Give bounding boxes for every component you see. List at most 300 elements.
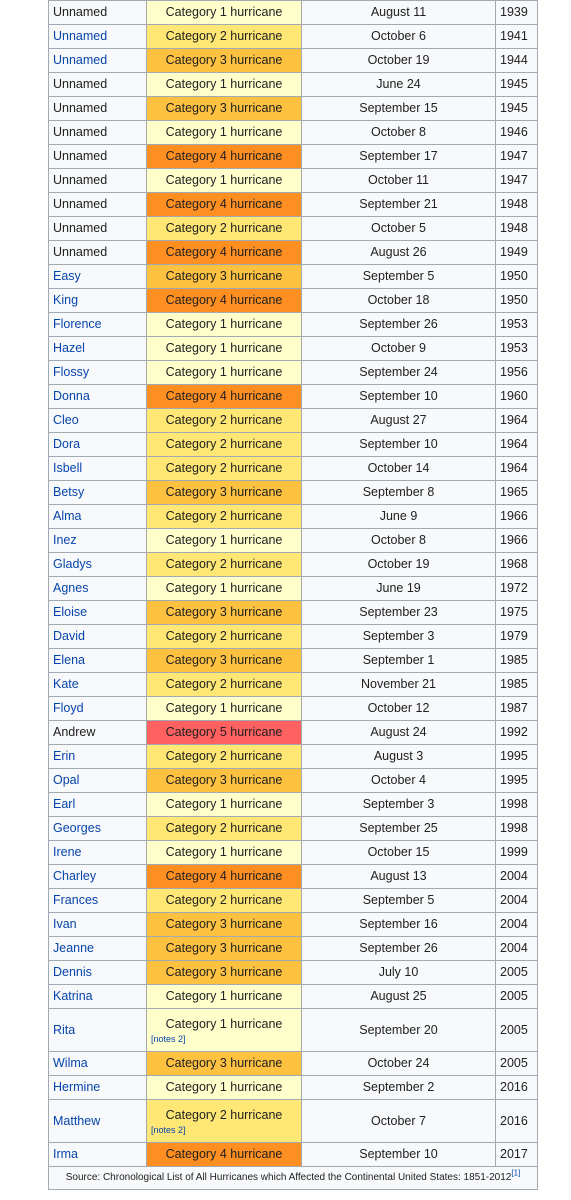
storm-name-cell bbox=[49, 721, 147, 745]
source-row bbox=[49, 1167, 538, 1190]
table-row bbox=[49, 73, 538, 97]
category-cell bbox=[147, 361, 302, 385]
storm-name-cell bbox=[49, 73, 147, 97]
year-cell: 1995 bbox=[496, 745, 538, 769]
table-row bbox=[49, 241, 538, 265]
landfall-date-cell: September 23 bbox=[302, 601, 496, 625]
storm-name-cell bbox=[49, 337, 147, 361]
storm-name-link[interactable]: Florence bbox=[53, 317, 102, 331]
category-cell bbox=[147, 577, 302, 601]
category-cell bbox=[147, 457, 302, 481]
storm-name-cell bbox=[49, 145, 147, 169]
category-cell bbox=[147, 913, 302, 937]
storm-name-text: Unnamed bbox=[53, 173, 108, 187]
storm-name-cell bbox=[49, 265, 147, 289]
storm-name-link[interactable]: Jeanne bbox=[53, 941, 95, 955]
table-row bbox=[49, 145, 538, 169]
landfall-date-cell: September 3 bbox=[302, 793, 496, 817]
landfall-date-cell: October 6 bbox=[302, 25, 496, 49]
storm-name-cell bbox=[49, 385, 147, 409]
category-cell bbox=[147, 385, 302, 409]
category-label: Category 1 hurricane bbox=[165, 173, 283, 187]
landfall-date-cell: August 3 bbox=[302, 745, 496, 769]
table-row bbox=[49, 97, 538, 121]
storm-name-cell bbox=[49, 745, 147, 769]
year-cell: 1947 bbox=[496, 145, 538, 169]
category-label: Category 1 hurricane bbox=[165, 317, 283, 331]
category-label: Category 1 hurricane bbox=[165, 581, 283, 595]
category-cell bbox=[147, 889, 302, 913]
storm-name-cell bbox=[49, 937, 147, 961]
year-cell: 1950 bbox=[496, 265, 538, 289]
landfall-date-cell: November 21 bbox=[302, 673, 496, 697]
category-label: Category 2 hurricane bbox=[165, 893, 283, 907]
table-row bbox=[49, 1052, 538, 1076]
category-cell bbox=[147, 289, 302, 313]
storm-name-link[interactable]: Donna bbox=[53, 389, 90, 403]
storm-name-cell bbox=[49, 985, 147, 1009]
category-cell bbox=[147, 649, 302, 673]
category-label: Category 3 hurricane bbox=[165, 941, 283, 955]
landfall-date-cell: October 24 bbox=[302, 1052, 496, 1076]
storm-name-link[interactable]: Katrina bbox=[53, 989, 93, 1003]
storm-name-link[interactable]: King bbox=[53, 293, 79, 307]
storm-name-cell bbox=[49, 361, 147, 385]
landfall-date-cell: August 11 bbox=[302, 1, 496, 25]
storm-name-link[interactable]: Gladys bbox=[53, 557, 92, 571]
landfall-date-cell: July 10 bbox=[302, 961, 496, 985]
category-cell bbox=[147, 961, 302, 985]
table-row bbox=[49, 841, 538, 865]
storm-name-cell bbox=[49, 49, 147, 73]
hurricane-table bbox=[48, 0, 538, 1190]
storm-name-link[interactable]: Matthew bbox=[53, 1114, 101, 1128]
table-row bbox=[49, 1100, 538, 1143]
storm-name-link[interactable]: Eloise bbox=[53, 605, 88, 619]
table-row bbox=[49, 817, 538, 841]
category-label: Category 2 hurricane bbox=[165, 437, 283, 451]
category-label: Category 3 hurricane bbox=[165, 653, 283, 667]
landfall-date-cell: September 10 bbox=[302, 385, 496, 409]
storm-name-cell bbox=[49, 1143, 147, 1167]
storm-name-cell bbox=[49, 913, 147, 937]
year-cell: 1964 bbox=[496, 457, 538, 481]
storm-name-link[interactable]: Inez bbox=[53, 533, 77, 547]
table-row bbox=[49, 649, 538, 673]
table-row bbox=[49, 169, 538, 193]
year-cell: 2016 bbox=[496, 1100, 538, 1143]
table-row bbox=[49, 577, 538, 601]
table-row bbox=[49, 697, 538, 721]
storm-name-cell bbox=[49, 481, 147, 505]
category-label: Category 2 hurricane bbox=[165, 677, 283, 691]
category-label: Category 3 hurricane bbox=[165, 773, 283, 787]
category-label: Category 3 hurricane bbox=[165, 485, 283, 499]
storm-name-link[interactable]: Kate bbox=[53, 677, 79, 691]
category-cell bbox=[147, 937, 302, 961]
table-row bbox=[49, 337, 538, 361]
year-cell: 2005 bbox=[496, 1052, 538, 1076]
category-cell bbox=[147, 313, 302, 337]
category-label: Category 5 hurricane bbox=[165, 725, 283, 739]
table-row bbox=[49, 25, 538, 49]
category-cell bbox=[147, 73, 302, 97]
category-label: Category 1 hurricane bbox=[165, 5, 283, 19]
landfall-date-cell: September 24 bbox=[302, 361, 496, 385]
category-label: Category 2 hurricane bbox=[165, 221, 283, 235]
storm-name-cell bbox=[49, 241, 147, 265]
table-row bbox=[49, 313, 538, 337]
storm-name-link[interactable]: Dora bbox=[53, 437, 81, 451]
storm-name-link[interactable]: Dennis bbox=[53, 965, 92, 979]
landfall-date-cell: October 19 bbox=[302, 49, 496, 73]
category-label: Category 2 hurricane bbox=[165, 821, 283, 835]
year-cell: 1947 bbox=[496, 169, 538, 193]
storm-name-cell bbox=[49, 1009, 147, 1052]
year-cell: 1945 bbox=[496, 97, 538, 121]
landfall-date-cell: September 26 bbox=[302, 313, 496, 337]
landfall-date-cell: October 12 bbox=[302, 697, 496, 721]
storm-name-link[interactable]: Floyd bbox=[53, 701, 84, 715]
source-cell bbox=[49, 1167, 538, 1190]
year-cell: 1953 bbox=[496, 313, 538, 337]
storm-name-cell bbox=[49, 193, 147, 217]
category-label: Category 1 hurricane bbox=[165, 797, 283, 811]
category-cell bbox=[147, 121, 302, 145]
table-row bbox=[49, 769, 538, 793]
category-label: Category 3 hurricane bbox=[165, 1056, 283, 1070]
category-cell bbox=[147, 553, 302, 577]
storm-name-cell bbox=[49, 1076, 147, 1100]
storm-name-text: Unnamed bbox=[53, 149, 108, 163]
storm-name-cell bbox=[49, 1052, 147, 1076]
footnote-link[interactable]: [notes 2] bbox=[151, 1033, 186, 1044]
landfall-date-cell: September 16 bbox=[302, 913, 496, 937]
year-cell: 1999 bbox=[496, 841, 538, 865]
storm-name-cell bbox=[49, 865, 147, 889]
storm-name-cell bbox=[49, 577, 147, 601]
landfall-date-cell: October 8 bbox=[302, 121, 496, 145]
category-label: Category 4 hurricane bbox=[165, 197, 283, 211]
category-label: Category 3 hurricane bbox=[165, 917, 283, 931]
storm-name-link[interactable]: Georges bbox=[53, 821, 101, 835]
table-row bbox=[49, 193, 538, 217]
table-row bbox=[49, 865, 538, 889]
table-row bbox=[49, 289, 538, 313]
category-cell bbox=[147, 1009, 302, 1052]
landfall-date-cell: September 21 bbox=[302, 193, 496, 217]
table-row bbox=[49, 793, 538, 817]
category-cell bbox=[147, 49, 302, 73]
year-cell: 2016 bbox=[496, 1076, 538, 1100]
year-cell: 1960 bbox=[496, 385, 538, 409]
category-label: Category 2 hurricane bbox=[165, 461, 283, 475]
storm-name-cell bbox=[49, 121, 147, 145]
landfall-date-cell: October 11 bbox=[302, 169, 496, 193]
category-cell bbox=[147, 265, 302, 289]
category-label: Category 2 hurricane bbox=[165, 413, 283, 427]
year-cell: 1966 bbox=[496, 505, 538, 529]
storm-name-link[interactable]: Hazel bbox=[53, 341, 85, 355]
storm-name-cell bbox=[49, 601, 147, 625]
table-row bbox=[49, 601, 538, 625]
landfall-date-cell: October 5 bbox=[302, 217, 496, 241]
table-row bbox=[49, 745, 538, 769]
year-cell: 1946 bbox=[496, 121, 538, 145]
category-cell bbox=[147, 841, 302, 865]
storm-name-cell bbox=[49, 841, 147, 865]
category-label: Category 1 hurricane bbox=[165, 77, 283, 91]
category-cell bbox=[147, 769, 302, 793]
year-cell: 1939 bbox=[496, 1, 538, 25]
storm-name-cell bbox=[49, 505, 147, 529]
category-cell bbox=[147, 865, 302, 889]
storm-name-cell bbox=[49, 1100, 147, 1143]
table-row bbox=[49, 457, 538, 481]
year-cell: 2005 bbox=[496, 985, 538, 1009]
landfall-date-cell: October 18 bbox=[302, 289, 496, 313]
landfall-date-cell: September 5 bbox=[302, 889, 496, 913]
storm-name-link[interactable]: Earl bbox=[53, 797, 76, 811]
storm-name-cell bbox=[49, 889, 147, 913]
category-cell bbox=[147, 505, 302, 529]
year-cell: 1966 bbox=[496, 529, 538, 553]
year-cell: 1953 bbox=[496, 337, 538, 361]
storm-name-link[interactable]: Flossy bbox=[53, 365, 90, 379]
table-row bbox=[49, 385, 538, 409]
storm-name-link[interactable]: Frances bbox=[53, 893, 99, 907]
category-cell bbox=[147, 529, 302, 553]
table-row bbox=[49, 673, 538, 697]
table-row bbox=[49, 1, 538, 25]
table-row bbox=[49, 361, 538, 385]
category-label: Category 1 hurricane bbox=[165, 365, 283, 379]
category-label: Category 2 hurricane bbox=[165, 1107, 283, 1122]
year-cell: 2004 bbox=[496, 865, 538, 889]
table-row bbox=[49, 913, 538, 937]
year-cell: 1965 bbox=[496, 481, 538, 505]
category-cell bbox=[147, 97, 302, 121]
landfall-date-cell: September 5 bbox=[302, 265, 496, 289]
category-cell bbox=[147, 217, 302, 241]
storm-name-cell bbox=[49, 553, 147, 577]
hurricane-table-container bbox=[48, 0, 538, 1190]
storm-name-cell bbox=[49, 793, 147, 817]
footnote-link[interactable]: [notes 2] bbox=[151, 1124, 186, 1135]
storm-name-link[interactable]: Cleo bbox=[53, 413, 79, 427]
category-label: Category 1 hurricane bbox=[165, 125, 283, 139]
storm-name-link[interactable]: Wilma bbox=[53, 1056, 88, 1070]
year-cell: 1998 bbox=[496, 817, 538, 841]
year-cell: 1972 bbox=[496, 577, 538, 601]
landfall-date-cell: October 8 bbox=[302, 529, 496, 553]
storm-name-link[interactable]: Elena bbox=[53, 653, 85, 667]
year-cell: 1992 bbox=[496, 721, 538, 745]
storm-name-cell bbox=[49, 217, 147, 241]
year-cell: 1987 bbox=[496, 697, 538, 721]
landfall-date-cell: September 8 bbox=[302, 481, 496, 505]
storm-name-link[interactable]: Isbell bbox=[53, 461, 83, 475]
category-label: Category 4 hurricane bbox=[165, 245, 283, 259]
landfall-date-cell: September 15 bbox=[302, 97, 496, 121]
category-cell bbox=[147, 145, 302, 169]
storm-name-text: Unnamed bbox=[53, 125, 108, 139]
category-label: Category 3 hurricane bbox=[165, 605, 283, 619]
storm-name-link[interactable]: Unnamed bbox=[53, 53, 108, 67]
storm-name-text: Unnamed bbox=[53, 77, 108, 91]
storm-name-text: Unnamed bbox=[53, 245, 108, 259]
category-label: Category 4 hurricane bbox=[165, 1147, 283, 1161]
source-text: Source: Chronological List of All Hurricanes which Affected the Continental United States: 1851-2012 bbox=[65, 1172, 512, 1183]
category-label: Category 2 hurricane bbox=[165, 29, 283, 43]
year-cell: 2005 bbox=[496, 1009, 538, 1052]
landfall-date-cell: June 24 bbox=[302, 73, 496, 97]
storm-name-cell bbox=[49, 25, 147, 49]
storm-name-cell bbox=[49, 409, 147, 433]
landfall-date-cell: September 3 bbox=[302, 625, 496, 649]
category-cell bbox=[147, 409, 302, 433]
table-row bbox=[49, 409, 538, 433]
landfall-date-cell: September 20 bbox=[302, 1009, 496, 1052]
landfall-date-cell: August 24 bbox=[302, 721, 496, 745]
table-row bbox=[49, 1009, 538, 1052]
category-label: Category 1 hurricane bbox=[165, 989, 283, 1003]
category-cell bbox=[147, 745, 302, 769]
category-label: Category 2 hurricane bbox=[165, 749, 283, 763]
year-cell: 1975 bbox=[496, 601, 538, 625]
category-cell bbox=[147, 817, 302, 841]
storm-name-text: Unnamed bbox=[53, 101, 108, 115]
category-label: Category 3 hurricane bbox=[165, 269, 283, 283]
category-label: Category 1 hurricane bbox=[165, 1080, 283, 1094]
year-cell: 1968 bbox=[496, 553, 538, 577]
category-label: Category 1 hurricane bbox=[165, 845, 283, 859]
table-row bbox=[49, 265, 538, 289]
storm-name-link[interactable]: Alma bbox=[53, 509, 82, 523]
storm-name-link[interactable]: Betsy bbox=[53, 485, 85, 499]
landfall-date-cell: September 10 bbox=[302, 1143, 496, 1167]
category-cell bbox=[147, 1076, 302, 1100]
table-row bbox=[49, 985, 538, 1009]
landfall-date-cell: September 17 bbox=[302, 145, 496, 169]
category-label: Category 1 hurricane bbox=[165, 701, 283, 715]
category-cell bbox=[147, 1143, 302, 1167]
storm-name-link[interactable]: Unnamed bbox=[53, 29, 108, 43]
table-row bbox=[49, 433, 538, 457]
table-row bbox=[49, 1143, 538, 1167]
storm-name-link[interactable]: Opal bbox=[53, 773, 80, 787]
storm-name-link[interactable]: Agnes bbox=[53, 581, 89, 595]
category-cell bbox=[147, 673, 302, 697]
table-row bbox=[49, 937, 538, 961]
storm-name-text: Unnamed bbox=[53, 221, 108, 235]
table-row bbox=[49, 961, 538, 985]
year-cell: 2004 bbox=[496, 937, 538, 961]
category-label: Category 2 hurricane bbox=[165, 629, 283, 643]
year-cell: 1985 bbox=[496, 673, 538, 697]
storm-name-cell bbox=[49, 169, 147, 193]
table-row bbox=[49, 529, 538, 553]
year-cell: 1985 bbox=[496, 649, 538, 673]
table-row bbox=[49, 721, 538, 745]
landfall-date-cell: September 2 bbox=[302, 1076, 496, 1100]
storm-name-link[interactable]: Easy bbox=[53, 269, 81, 283]
storm-name-cell bbox=[49, 697, 147, 721]
year-cell: 1941 bbox=[496, 25, 538, 49]
category-label: Category 3 hurricane bbox=[165, 53, 283, 67]
table-row bbox=[49, 481, 538, 505]
landfall-date-cell: September 26 bbox=[302, 937, 496, 961]
category-cell bbox=[147, 1, 302, 25]
year-cell: 2005 bbox=[496, 961, 538, 985]
category-cell bbox=[147, 721, 302, 745]
storm-name-link[interactable]: Irene bbox=[53, 845, 82, 859]
storm-name-cell bbox=[49, 457, 147, 481]
category-label: Category 2 hurricane bbox=[165, 509, 283, 523]
year-cell: 2004 bbox=[496, 889, 538, 913]
storm-name-link[interactable]: Irma bbox=[53, 1147, 78, 1161]
storm-name-link[interactable]: David bbox=[53, 629, 85, 643]
landfall-date-cell: October 4 bbox=[302, 769, 496, 793]
landfall-date-cell: August 13 bbox=[302, 865, 496, 889]
category-label: Category 4 hurricane bbox=[165, 869, 283, 883]
category-cell bbox=[147, 241, 302, 265]
year-cell: 1998 bbox=[496, 793, 538, 817]
storm-name-cell bbox=[49, 97, 147, 121]
storm-name-cell bbox=[49, 529, 147, 553]
category-cell bbox=[147, 985, 302, 1009]
storm-name-link[interactable]: Erin bbox=[53, 749, 76, 763]
storm-name-link[interactable]: Hermine bbox=[53, 1080, 101, 1094]
category-label: Category 1 hurricane bbox=[165, 533, 283, 547]
landfall-date-cell: October 9 bbox=[302, 337, 496, 361]
storm-name-cell bbox=[49, 961, 147, 985]
landfall-date-cell: September 25 bbox=[302, 817, 496, 841]
storm-name-cell bbox=[49, 817, 147, 841]
storm-name-link[interactable]: Charley bbox=[53, 869, 97, 883]
landfall-date-cell: October 19 bbox=[302, 553, 496, 577]
table-row bbox=[49, 49, 538, 73]
category-label: Category 3 hurricane bbox=[165, 101, 283, 115]
table-row bbox=[49, 1076, 538, 1100]
category-label: Category 4 hurricane bbox=[165, 293, 283, 307]
source-reference-link[interactable]: [1] bbox=[511, 1168, 521, 1178]
category-cell bbox=[147, 793, 302, 817]
landfall-date-cell: October 15 bbox=[302, 841, 496, 865]
table-row bbox=[49, 889, 538, 913]
category-cell bbox=[147, 337, 302, 361]
year-cell: 1949 bbox=[496, 241, 538, 265]
category-label: Category 1 hurricane bbox=[165, 1016, 283, 1031]
category-cell bbox=[147, 193, 302, 217]
landfall-date-cell: September 1 bbox=[302, 649, 496, 673]
category-cell bbox=[147, 481, 302, 505]
category-cell bbox=[147, 169, 302, 193]
storm-name-cell bbox=[49, 673, 147, 697]
category-label: Category 3 hurricane bbox=[165, 965, 283, 979]
storm-name-text: Andrew bbox=[53, 725, 96, 739]
category-cell bbox=[147, 601, 302, 625]
storm-name-cell bbox=[49, 649, 147, 673]
storm-name-link[interactable]: Rita bbox=[53, 1023, 76, 1037]
category-label: Category 4 hurricane bbox=[165, 149, 283, 163]
category-cell bbox=[147, 1100, 302, 1143]
year-cell: 1979 bbox=[496, 625, 538, 649]
year-cell: 1956 bbox=[496, 361, 538, 385]
storm-name-link[interactable]: Ivan bbox=[53, 917, 77, 931]
storm-name-cell bbox=[49, 433, 147, 457]
year-cell: 1964 bbox=[496, 409, 538, 433]
